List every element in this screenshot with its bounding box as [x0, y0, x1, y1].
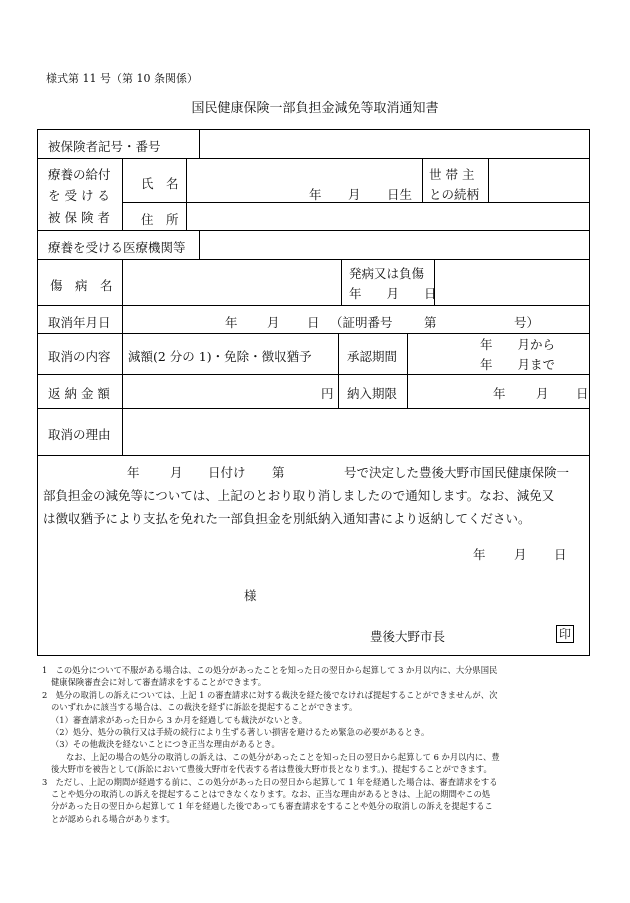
note-line: 3 ただし、上記の期間が経過する前に、この処分があった日の翌日から起算して 1 年を経過した場合は、審査請求をする [42, 776, 498, 787]
cancel-month: 月 [267, 315, 280, 330]
note-line: とが認められる場合があります。 [51, 813, 175, 824]
notice-day: 日 [554, 547, 567, 562]
refund-amount-field[interactable] [123, 376, 337, 406]
birth-day: 日生 [387, 187, 413, 202]
form-table [37, 129, 590, 656]
refund-amount-label: 返 納 金 額 [48, 386, 110, 401]
insured-number-field[interactable] [199, 132, 589, 156]
certificate-number-prefix: 第 [424, 315, 437, 330]
disease-field[interactable] [123, 261, 340, 303]
document-title: 国民健康保険一部負担金減免等取消通知書 [191, 101, 439, 116]
address-field[interactable] [186, 204, 589, 228]
relationship-label-line2: との続柄 [429, 187, 480, 202]
note-line: なお、上記の場合の処分の取消しの訴えは、この処分があったことを知った日の翌日から起算して 6 か月以内に、豊 [66, 751, 500, 762]
medical-institution-label: 療養を受ける医療機関等 [48, 240, 186, 255]
recipient-label-line3: 被 保 険 者 [48, 210, 110, 225]
due-month: 月 [536, 386, 549, 401]
cancel-content-options[interactable]: 減額(2 分の 1)・免除・徴収猶予 [128, 349, 312, 364]
disease-label: 傷 病 名 [50, 278, 113, 293]
recipient-label-line2: を 受 け る [48, 188, 110, 203]
decision-date-suffix: 日付け [208, 465, 246, 480]
cancel-reason-label: 取消の理由 [48, 427, 111, 442]
issuer-name: 豊後大野市長 [370, 629, 446, 644]
note-line: （2）処分、処分の執行又は手続の続行により生ずる著しい損害を避けるため緊急の必要があるとき。 [51, 727, 430, 738]
birth-year: 年 [309, 187, 322, 202]
body-line-3: は徴収猶予により支払を免れた一部負担金を別紙納入通知書により返納してください。 [43, 511, 531, 526]
due-date-label: 納入期限 [347, 386, 398, 401]
certificate-number-suffix: 号） [514, 315, 540, 330]
body-line-2: 部負担金の減免等については、上記のとおり取り消しましたので通知します。なお、減免又 [43, 488, 555, 503]
approval-period-to: 年 月まで [480, 357, 556, 372]
refund-unit: 円 [321, 386, 334, 401]
seal-mark: 印 [556, 625, 574, 643]
decision-year: 年 [127, 465, 140, 480]
note-line: 後大野市を被告として(訴訟において豊後大野市を代表する者は豊後大野市長となります。)、提起することができます。 [51, 764, 492, 775]
recipient-label-line1: 療養の給付 [48, 167, 111, 182]
relationship-label-line1: 世 帯 主 [429, 167, 475, 182]
address-label: 住 所 [141, 212, 179, 227]
name-label: 氏 名 [141, 176, 179, 191]
body-line-1: 号で決定した豊後大野市国民健康保険一 [344, 465, 570, 480]
note-line: （3）その他裁決を経ないことにつき正当な理由があるとき。 [51, 739, 280, 750]
approval-period-label: 承認期間 [347, 349, 398, 364]
medical-institution-field[interactable] [199, 232, 589, 257]
cancel-day: 日 [307, 315, 320, 330]
decision-number-prefix: 第 [272, 465, 285, 480]
note-line: 分があった日の翌日から起算して 1 年を経過した後であっても審査請求をすることや処分の取消しの訴えを提起するこ [51, 801, 493, 812]
addressee-suffix: 様 [244, 588, 257, 603]
onset-label: 発病又は負傷 [349, 266, 425, 281]
note-line: （1）審査請求があった日から 3 か月を経過しても裁決がないとき。 [51, 714, 308, 725]
notes-section [42, 664, 590, 825]
approval-period-from: 年 月から [480, 337, 556, 352]
due-year: 年 [493, 386, 506, 401]
note-line: 2 処分の取消しの訴えについては、上記 1 の審査請求に対する裁決を経た後でなければ提起することができませんが、次 [42, 689, 498, 700]
note-line: ことや処分の取消しの訴えを提起することはできなくなります。なお、正当な理由があるときは、上記の期間やこの処 [51, 789, 491, 800]
cancel-date-label: 取消年月日 [48, 315, 111, 330]
onset-date: 年 月 日 [349, 286, 437, 301]
relationship-field[interactable] [489, 160, 589, 200]
cancel-content-label: 取消の内容 [48, 349, 111, 364]
insured-number-label: 被保険者記号・番号 [48, 139, 161, 154]
due-day: 日 [576, 386, 589, 401]
note-line: 1 この処分について不服がある場合は、この処分があったことを知った日の翌日から起算して 3 か月以内に、大分県国民 [42, 665, 498, 675]
notice-year: 年 [473, 547, 486, 562]
form-number: 様式第 11 号（第 10 条関係） [46, 72, 198, 85]
cancel-reason-field[interactable] [123, 410, 589, 454]
cancel-year: 年 [225, 315, 238, 330]
notice-month: 月 [514, 547, 527, 562]
note-line: 健康保険審査会に対して審査請求をすることができます。 [51, 677, 267, 688]
certificate-number-label: （証明番号 [330, 315, 393, 330]
decision-month: 月 [170, 465, 183, 480]
note-line: のいずれかに該当する場合は、この裁決を経ずに訴訟を提起することができます。 [51, 702, 358, 713]
birth-month: 月 [348, 187, 361, 202]
